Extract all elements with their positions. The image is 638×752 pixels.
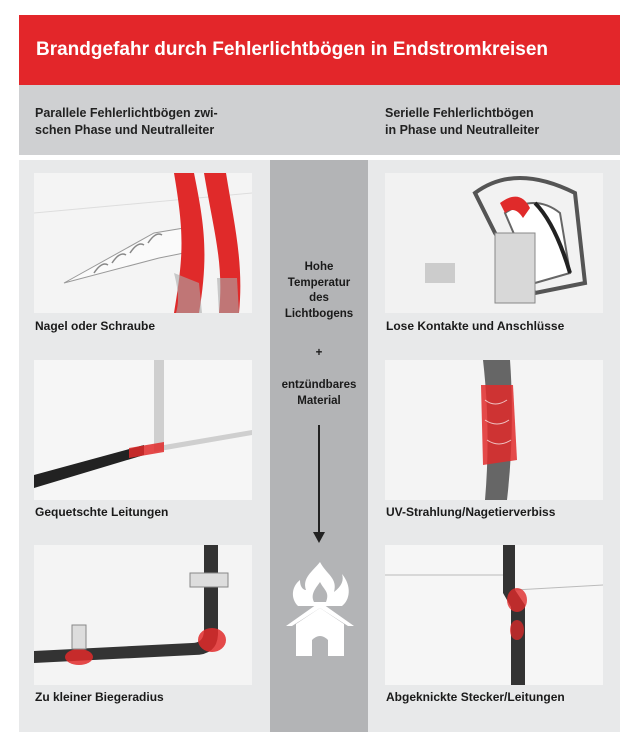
caption-nail-screw: Nagel oder Schraube bbox=[35, 319, 156, 333]
bend-radius-image bbox=[34, 545, 252, 685]
nail-screw-image bbox=[34, 173, 252, 313]
caption-crushed-cable: Gequetschte Leitungen bbox=[35, 505, 169, 519]
material-text: entzündbares Material bbox=[281, 379, 357, 407]
cause-strip bbox=[270, 160, 368, 732]
arrow-down-icon bbox=[318, 425, 320, 533]
caption-kinked-plug: Abgeknickte Stecker/Leitungen bbox=[386, 690, 565, 704]
fire-house-icon bbox=[284, 560, 356, 658]
arrow-head-icon bbox=[313, 532, 325, 543]
content-area bbox=[19, 160, 620, 732]
caption-bend-radius: Zu kleiner Biegeradius bbox=[35, 690, 164, 704]
uv-rodent-image bbox=[385, 360, 603, 500]
loose-contacts-image bbox=[385, 173, 603, 313]
column-headers bbox=[19, 85, 620, 159]
plus-sign: + bbox=[315, 347, 323, 359]
caption-loose-contacts: Lose Kontakte und Anschlüsse bbox=[386, 319, 565, 333]
kinked-plug-image bbox=[385, 545, 603, 685]
parallel-arcs-header: Parallele Fehlerlichtbögen zwi- schen Phase und Neutralleiter bbox=[35, 106, 218, 137]
crushed-cable-image bbox=[34, 360, 252, 500]
heat-text: Hohe Temperatur des Lichtbogens bbox=[284, 261, 354, 320]
page-title: Brandgefahr durch Fehlerlichtbögen in Endstromkreisen bbox=[19, 15, 620, 85]
serial-arcs-header: Serielle Fehlerlichtbögen in Phase und Neutralleiter bbox=[385, 106, 540, 137]
caption-uv-rodent: UV-Strahlung/Nagetierverbiss bbox=[386, 505, 556, 519]
